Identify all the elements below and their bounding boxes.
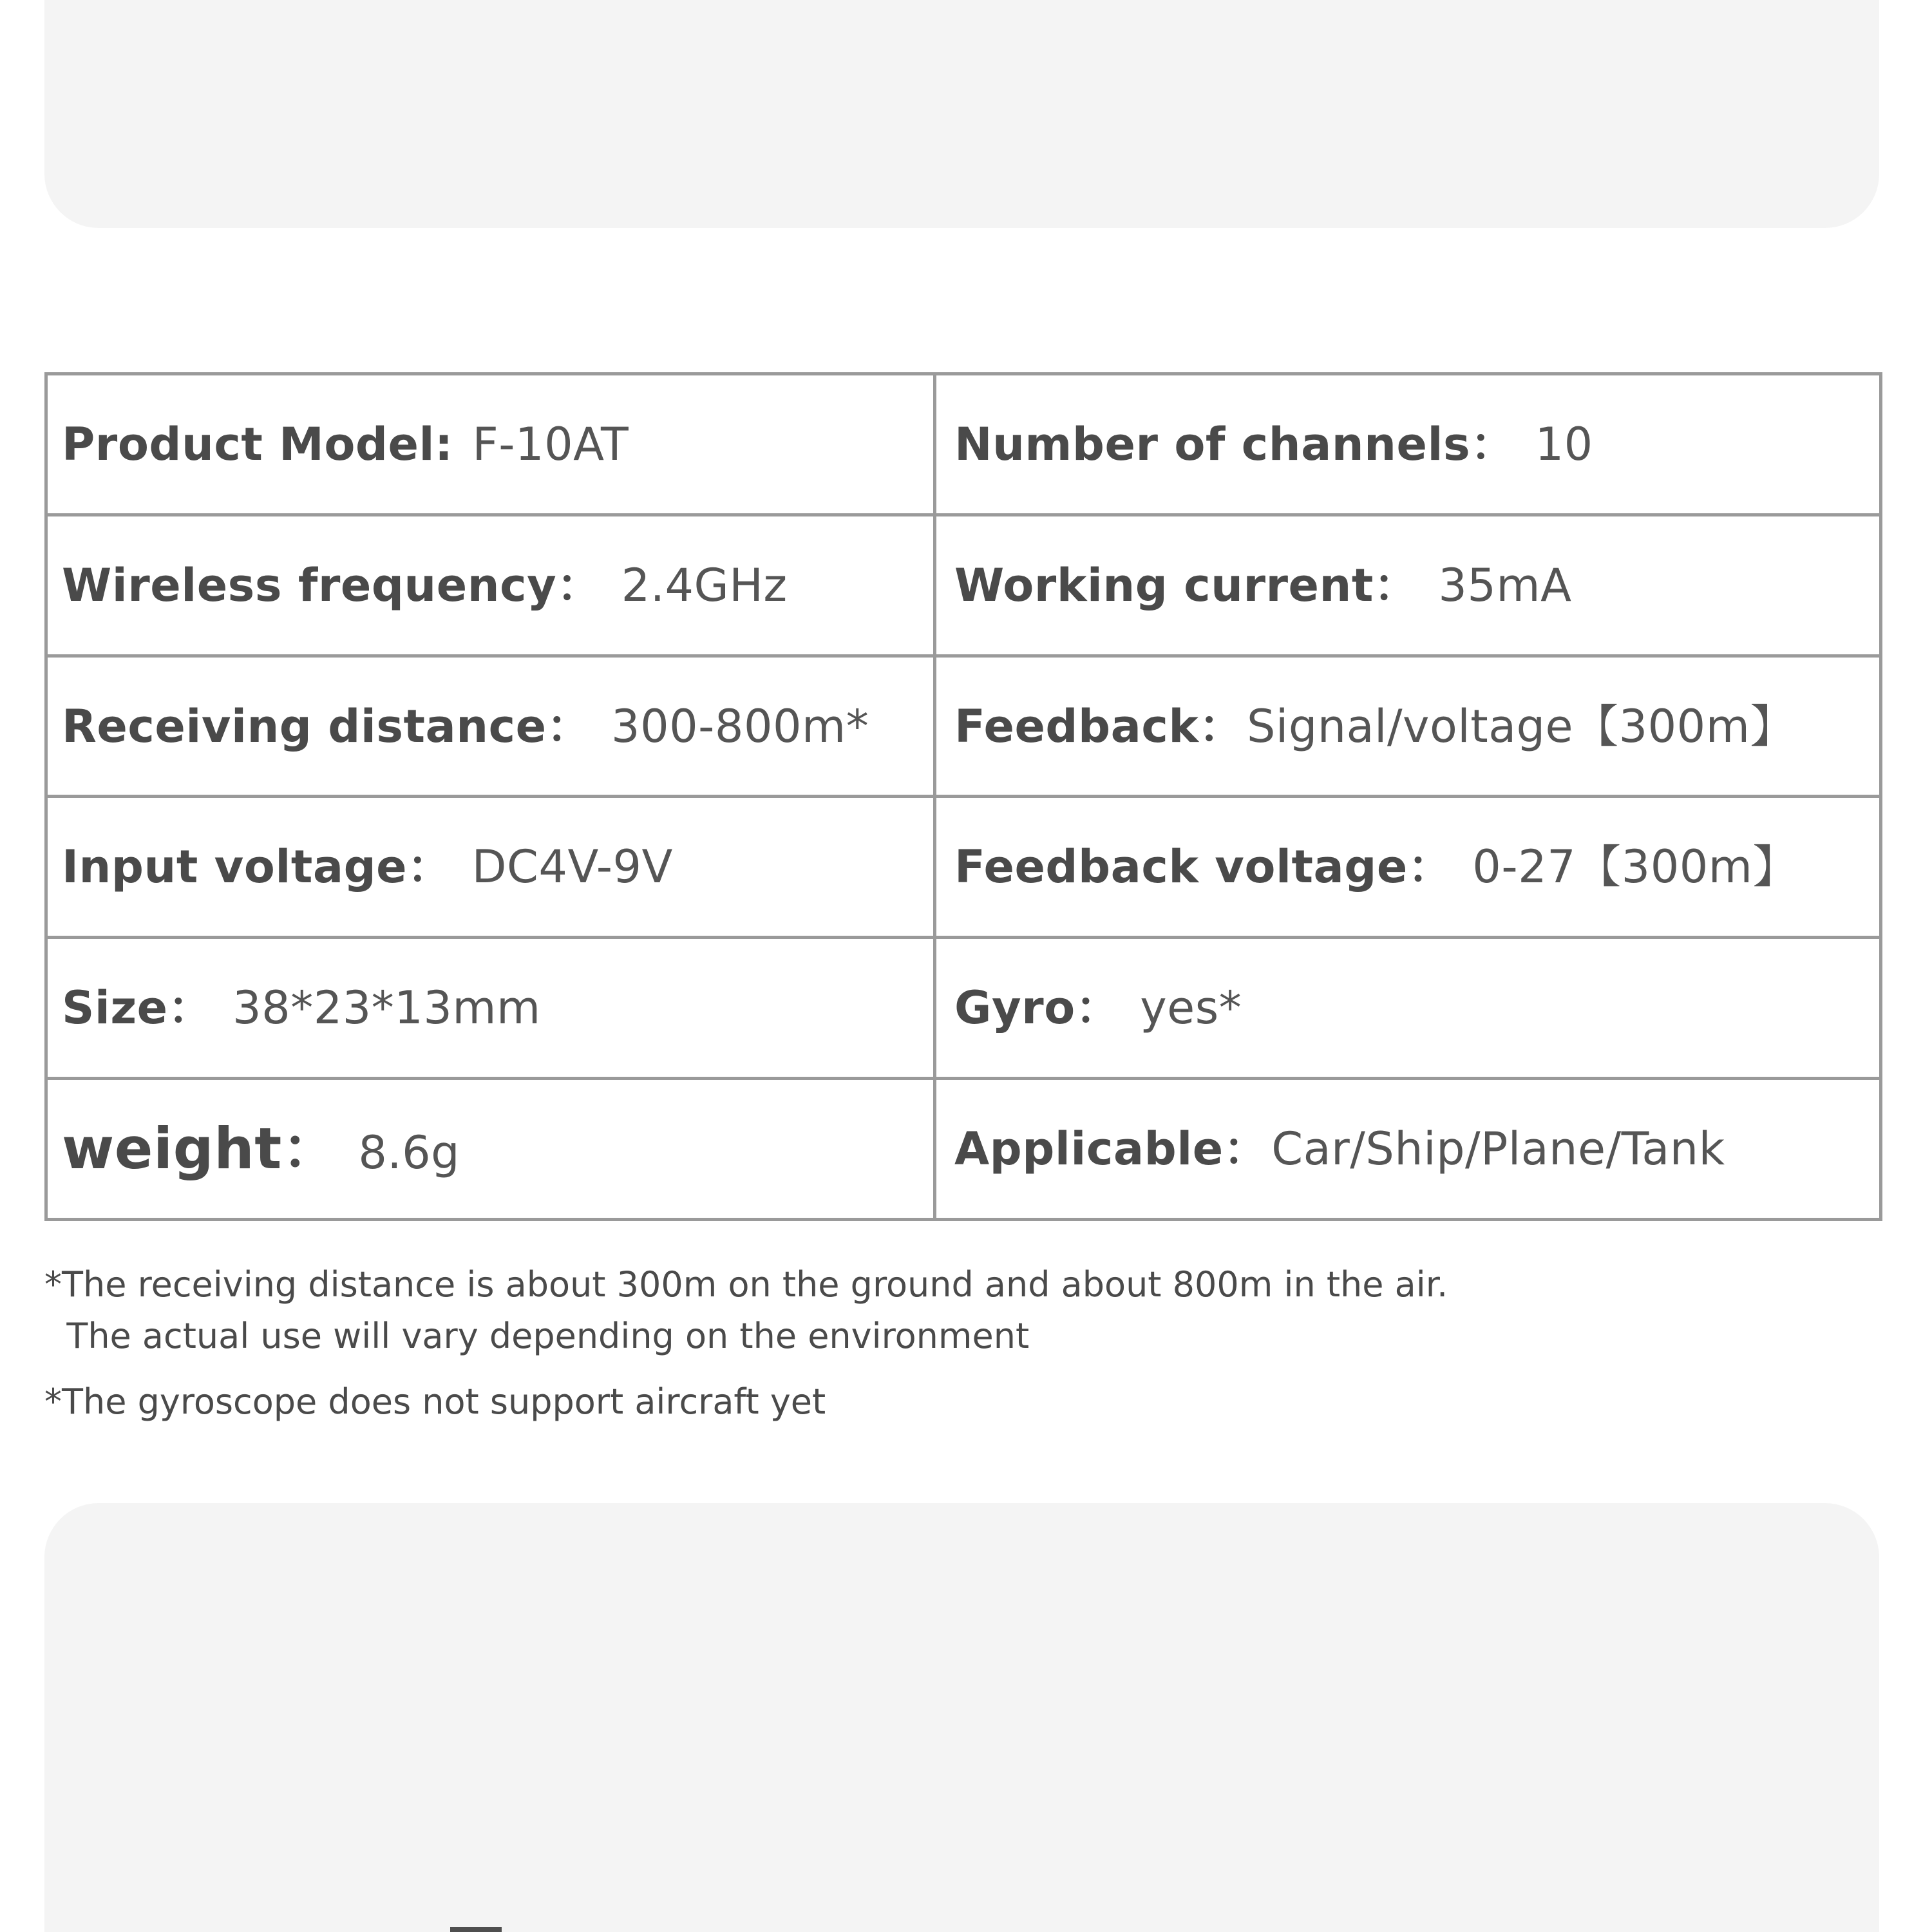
- spec-table: [44, 372, 1882, 1221]
- spec-value: 2.4GHz: [621, 558, 788, 612]
- spec-cell-feedback: [935, 656, 1881, 797]
- footnote-distance-line2: The actual use will vary depending on the environment: [44, 1316, 1030, 1356]
- table-row: [46, 515, 1881, 656]
- spec-cell-product-model: [46, 374, 935, 515]
- footnotes: [44, 1259, 1848, 1428]
- spec-value: DC4V-9V: [471, 840, 673, 894]
- spec-label: Wireless frequency：: [62, 558, 602, 612]
- spec-label: weight：: [62, 1115, 339, 1182]
- spec-label: Gyro：: [954, 981, 1121, 1035]
- table-row: [46, 1079, 1881, 1220]
- spec-label: Number of channels：: [954, 417, 1516, 471]
- spec-value: F-10AT: [472, 417, 629, 471]
- spec-value: yes*: [1140, 981, 1242, 1035]
- footnote-distance-line1: *The receiving distance is about 300m on the ground and about 800m in the air.: [44, 1264, 1448, 1305]
- spec-cell-weight: [46, 1079, 935, 1220]
- spec-value: Signal/voltage【300m】: [1246, 699, 1795, 753]
- spec-label: Feedback voltage：: [954, 840, 1454, 894]
- spec-label: Feedback：: [954, 699, 1244, 753]
- table-row: [46, 797, 1881, 938]
- spec-value: 300-800m*: [611, 699, 869, 753]
- spec-cell-receiving-distance: [46, 656, 935, 797]
- spec-cell-wireless-frequency: [46, 515, 935, 656]
- spec-value: Car/Ship/Plane/Tank: [1271, 1122, 1725, 1176]
- table-row: [46, 656, 1881, 797]
- spec-label: Product Model:: [62, 417, 453, 471]
- spec-cell-gyro: [935, 938, 1881, 1079]
- spec-label: Applicable：: [954, 1122, 1269, 1176]
- spec-value: 10: [1535, 417, 1593, 471]
- spec-cell-input-voltage: [46, 797, 935, 938]
- table-row: [46, 938, 1881, 1079]
- spec-value: 35mA: [1438, 558, 1572, 612]
- spec-value: 8.6g: [358, 1126, 460, 1180]
- spec-cell-feedback-voltage: [935, 797, 1881, 938]
- spec-value: 0-27【300m】: [1472, 840, 1798, 894]
- spec-cell-channels: [935, 374, 1881, 515]
- spec-label: Working current：: [954, 558, 1419, 612]
- top-image-panel: [44, 0, 1879, 228]
- footnote-gyro: *The gyroscope does not support aircraft yet: [44, 1381, 826, 1422]
- spec-label: Size：: [62, 981, 214, 1035]
- spec-cell-applicable: [935, 1079, 1881, 1220]
- spec-label: Input voltage：: [62, 840, 453, 894]
- panel-edge-mark: [450, 1927, 502, 1932]
- spec-value: 38*23*13mm: [232, 981, 541, 1035]
- spec-cell-size: [46, 938, 935, 1079]
- bottom-image-panel: [44, 1503, 1879, 1932]
- table-row: [46, 374, 1881, 515]
- spec-label: Receiving distance：: [62, 699, 592, 753]
- spec-cell-working-current: [935, 515, 1881, 656]
